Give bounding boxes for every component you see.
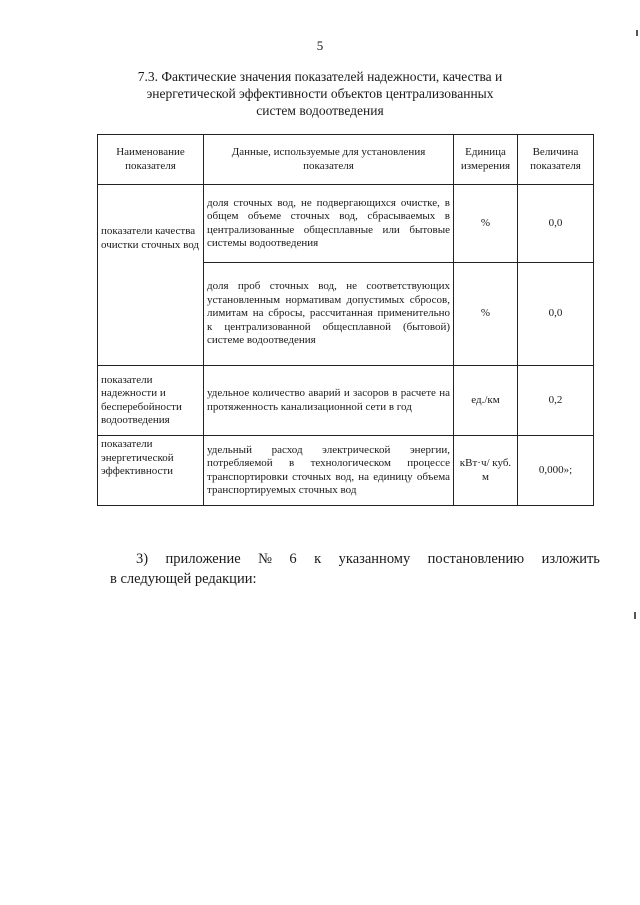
- paragraph-line: в следующей редакции:: [110, 571, 257, 587]
- table-row: [98, 436, 594, 506]
- amendment-paragraph: [110, 549, 600, 589]
- indicator-unit-cell: %: [454, 185, 518, 263]
- paragraph-word: 3): [136, 551, 149, 567]
- paragraph-word: 6: [289, 551, 297, 567]
- indicator-value-cell: 0,2: [518, 366, 594, 436]
- page-number: 5: [316, 38, 324, 53]
- paragraph-word: изложить: [541, 551, 600, 567]
- indicator-value-cell: 0,0: [518, 185, 594, 263]
- table-row: [98, 366, 594, 436]
- indicator-value-cell: 0,0: [518, 263, 594, 366]
- header-name: Наименование показателя: [98, 135, 204, 185]
- indicator-data-cell: доля проб сточных вод, не соответствующих установленным нормативам допустимых сбросов, лимитам на сбросы, рассчитанная применительно к централизованной общесплавной (бытовой) системе водоотведения: [204, 263, 454, 366]
- paragraph-word: к: [314, 551, 322, 567]
- table-row: [98, 185, 594, 263]
- header-value: Величина показателя: [518, 135, 594, 185]
- scan-artifact: [636, 30, 638, 36]
- paragraph-word: постановлению: [427, 551, 525, 567]
- heading-line: 7.3. Фактические значения показателей надежности, качества и: [137, 69, 503, 84]
- header-data: Данные, используемые для установления показателя: [204, 135, 454, 185]
- indicator-name-cell: показатели качества очистки сточных вод: [98, 185, 204, 366]
- table-header-row: [98, 135, 594, 185]
- header-unit: Единица измерения: [454, 135, 518, 185]
- paragraph-line: [110, 549, 600, 569]
- indicator-unit-cell: кВт·ч/ куб. м: [454, 436, 518, 506]
- indicator-data-cell: удельное количество аварий и засоров в расчете на протяженность канализационной сети в год: [204, 366, 454, 436]
- heading-line: энергетической эффективности объектов централизованных: [146, 86, 494, 101]
- indicator-data-cell: удельный расход электрической энергии, потребляемой в технологическом процессе транспортировки сточных вод, на единицу объема транспортируемых сточных вод: [204, 436, 454, 506]
- heading-line: систем водоотведения: [256, 103, 384, 118]
- indicator-unit-cell: ед./км: [454, 366, 518, 436]
- indicator-data-cell: доля сточных вод, не подвергающихся очистке, в общем объеме сточных вод, сбрасываемых в централизованные общесплавные или бытовые системы водоотведения: [204, 185, 454, 263]
- scan-artifact: [634, 612, 636, 619]
- indicator-value-cell: 0,000»;: [518, 436, 594, 506]
- indicator-name-cell: показатели надежности и бесперебойности водоотведения: [98, 366, 204, 436]
- indicators-table: [97, 134, 594, 506]
- section-heading: [130, 68, 510, 119]
- paragraph-word: №: [258, 551, 272, 567]
- paragraph-word: указанному: [338, 551, 411, 567]
- indicator-unit-cell: %: [454, 263, 518, 366]
- indicator-name-cell: показатели энергетической эффективности: [98, 436, 204, 506]
- paragraph-word: приложение: [165, 551, 241, 567]
